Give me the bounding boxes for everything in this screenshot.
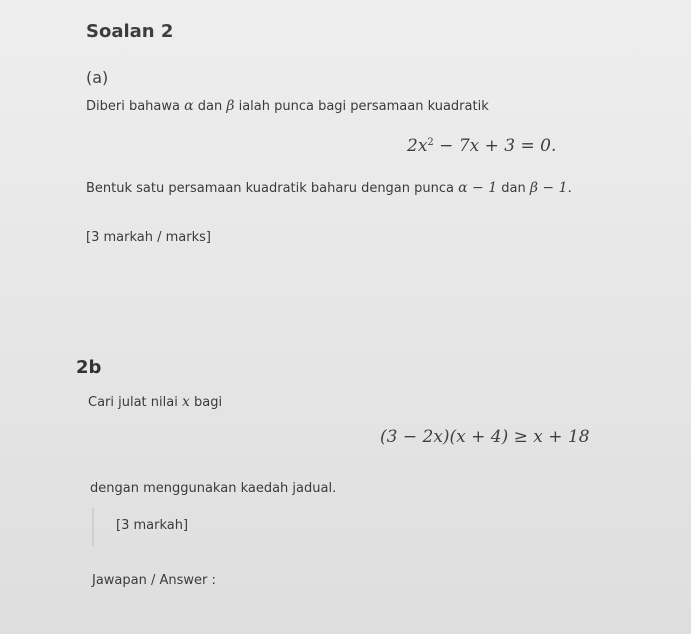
alpha-symbol: α [184, 98, 194, 114]
part-a-label: (a) [86, 68, 109, 87]
task-prefix: Bentuk satu persamaan kuadratik baharu dengan punca [86, 181, 454, 196]
question-title: Soalan 2 [86, 21, 174, 42]
quadratic-equation [407, 136, 556, 156]
equation-rest: − 7x + 3 = 0. [433, 136, 557, 156]
part-a-marks: [3 markah / marks] [86, 230, 211, 245]
equation-exponent: 2 [427, 137, 434, 148]
equation-lhs: 2x [407, 136, 428, 156]
part-b-label: 2b [76, 357, 102, 378]
inequality-expression: (3 − 2x)(x + 4) ≥ x + 18 [380, 427, 590, 447]
part-b-marks: [3 markah] [116, 518, 189, 533]
part-b-method: dengan menggunakan kaedah jadual. [90, 481, 337, 496]
part-b-task-prefix: Cari julat nilai [88, 395, 178, 410]
root-2: β − 1. [529, 180, 572, 196]
part-a-given-statement [86, 98, 489, 114]
answer-label: Jawapan / Answer : [92, 573, 216, 588]
root-1: α − 1 [458, 180, 498, 196]
task-and: dan [501, 181, 526, 196]
given-and: dan [197, 99, 223, 114]
given-suffix: ialah punca bagi persamaan kuadratik [238, 99, 489, 114]
margin-bar [92, 508, 94, 546]
part-b-task-statement [88, 394, 222, 410]
part-a-task-statement [86, 180, 572, 196]
beta-symbol: β [226, 98, 235, 114]
variable-x: x [181, 394, 190, 410]
given-prefix: Diberi bahawa [86, 99, 180, 114]
part-b-task-suffix: bagi [194, 395, 223, 410]
